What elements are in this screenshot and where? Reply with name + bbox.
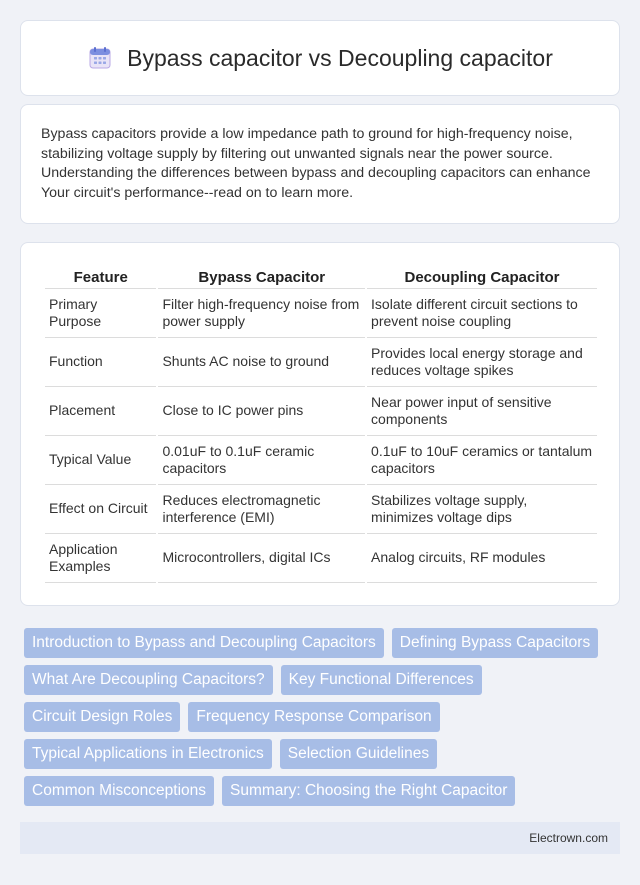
- footer: [20, 822, 620, 854]
- footer-site[interactable]: Electrown.com: [529, 831, 608, 845]
- row-feature: Typical Value: [45, 436, 156, 485]
- tag-circuit-design-roles[interactable]: Circuit Design Roles: [24, 702, 180, 732]
- row-feature: Function: [45, 338, 156, 387]
- intro-card: [20, 104, 620, 224]
- tag-selection-guidelines[interactable]: Selection Guidelines: [280, 739, 437, 769]
- row-bypass: Filter high-frequency noise from power supply: [158, 289, 365, 338]
- tag-summary[interactable]: Summary: Choosing the Right Capacitor: [222, 776, 515, 806]
- row-feature: Application Examples: [45, 534, 156, 583]
- tag-intro[interactable]: Introduction to Bypass and Decoupling Capacitors: [24, 628, 384, 658]
- row-decoupling: Provides local energy storage and reduces voltage spikes: [367, 338, 597, 387]
- row-bypass: Shunts AC noise to ground: [158, 338, 365, 387]
- row-bypass: Reduces electromagnetic interference (EMI): [158, 485, 365, 534]
- row-decoupling: Near power input of sensitive components: [367, 387, 597, 436]
- tag-row: [24, 776, 620, 806]
- table-row: [45, 387, 597, 436]
- row-decoupling: 0.1uF to 10uF ceramics or tantalum capacitors: [367, 436, 597, 485]
- intro-paragraph: Bypass capacitors provide a low impedance path to ground for high-frequency noise, stabilizing voltage supply by filtering out unwanted signals near the power source. Understanding the differences between bypass and decoupling capacitors can enhance Your circuit's performance--read on to learn more.: [41, 126, 591, 201]
- row-feature: Placement: [45, 387, 156, 436]
- header-bypass: Bypass Capacitor: [158, 263, 365, 289]
- tag-row: [24, 665, 620, 695]
- row-bypass: Microcontrollers, digital ICs: [158, 534, 365, 583]
- row-feature: Effect on Circuit: [45, 485, 156, 534]
- row-decoupling: Stabilizes voltage supply, minimizes voltage dips: [367, 485, 597, 534]
- row-feature: Primary Purpose: [45, 289, 156, 338]
- row-bypass: Close to IC power pins: [158, 387, 365, 436]
- tag-common-misconceptions[interactable]: Common Misconceptions: [24, 776, 214, 806]
- row-decoupling: Analog circuits, RF modules: [367, 534, 597, 583]
- table-row: [45, 289, 597, 338]
- document-calendar-icon: [87, 45, 113, 71]
- row-decoupling: Isolate different circuit sections to prevent noise coupling: [367, 289, 597, 338]
- topic-tags: [20, 616, 620, 808]
- row-bypass: 0.01uF to 0.1uF ceramic capacitors: [158, 436, 365, 485]
- tag-row: [24, 628, 620, 658]
- table-row: [45, 338, 597, 387]
- comparison-table-card: [20, 242, 620, 606]
- page-title: Bypass capacitor vs Decoupling capacitor: [127, 44, 553, 71]
- header-decoupling: Decoupling Capacitor: [367, 263, 597, 289]
- table-header-row: [45, 263, 597, 289]
- tag-frequency-response[interactable]: Frequency Response Comparison: [188, 702, 439, 732]
- tag-row: [24, 702, 620, 732]
- tag-typical-applications[interactable]: Typical Applications in Electronics: [24, 739, 272, 769]
- header-card: [20, 20, 620, 96]
- tag-what-are-decoupling[interactable]: What Are Decoupling Capacitors?: [24, 665, 273, 695]
- table-row: [45, 534, 597, 583]
- comparison-table: [43, 263, 599, 583]
- header-feature: Feature: [45, 263, 156, 289]
- title-wrap: [87, 45, 553, 72]
- tag-row: [24, 739, 620, 769]
- table-row: [45, 485, 597, 534]
- table-row: [45, 436, 597, 485]
- tag-defining-bypass[interactable]: Defining Bypass Capacitors: [392, 628, 598, 658]
- tag-key-differences[interactable]: Key Functional Differences: [281, 665, 482, 695]
